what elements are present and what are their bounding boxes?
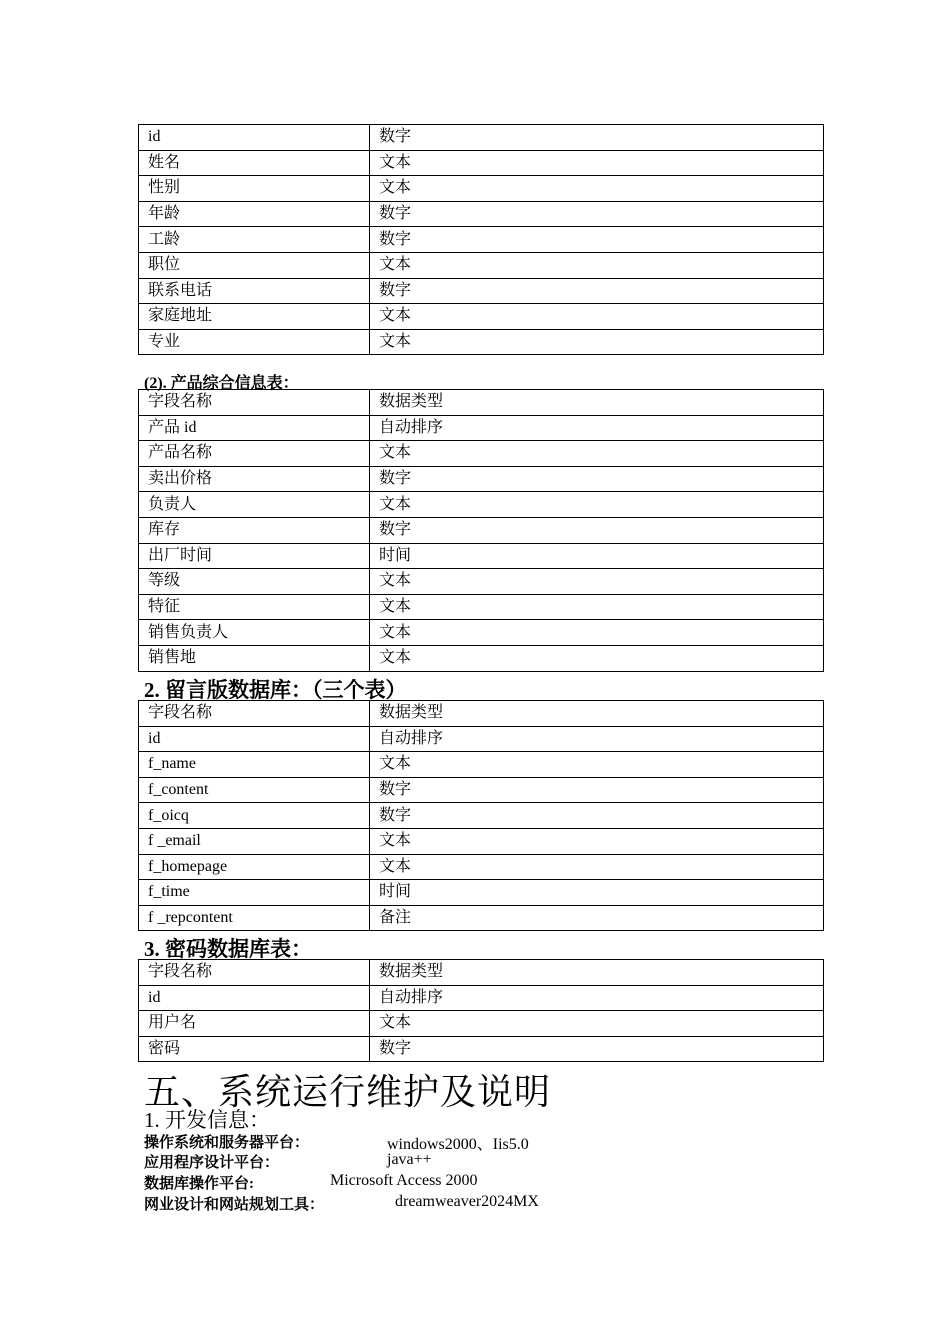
field-name-cell: f _repcontent bbox=[139, 905, 370, 931]
field-name-cell: 职位 bbox=[139, 252, 370, 278]
field-type-cell: 数字 bbox=[370, 466, 824, 492]
field-type-cell: 时间 bbox=[370, 880, 824, 906]
table-row bbox=[139, 905, 824, 931]
field-type-cell: 文本 bbox=[370, 252, 824, 278]
table-row bbox=[139, 854, 824, 880]
table-row bbox=[139, 415, 824, 441]
field-type-cell: 文本 bbox=[370, 441, 824, 467]
table-row bbox=[139, 620, 824, 646]
field-type-cell: 时间 bbox=[370, 543, 824, 569]
field-type-cell: 文本 bbox=[370, 304, 824, 330]
table-row bbox=[139, 278, 824, 304]
table-row bbox=[139, 125, 824, 151]
table-row bbox=[139, 543, 824, 569]
field-name-cell: 负责人 bbox=[139, 492, 370, 518]
table-row bbox=[139, 304, 824, 330]
password-db-heading: 3. 密码数据库表： bbox=[144, 937, 312, 961]
field-name-cell: 姓名 bbox=[139, 150, 370, 176]
table-row bbox=[139, 227, 824, 253]
info-value: java++ bbox=[387, 1151, 432, 1168]
field-type-cell: 文本 bbox=[370, 150, 824, 176]
column-header-field-name: 字段名称 bbox=[139, 960, 370, 986]
field-type-cell: 数字 bbox=[370, 125, 824, 151]
field-type-cell: 数字 bbox=[370, 803, 824, 829]
table-row bbox=[139, 441, 824, 467]
table-row bbox=[139, 466, 824, 492]
staff-info-table bbox=[138, 124, 824, 355]
field-type-cell: 文本 bbox=[370, 620, 824, 646]
table-row bbox=[139, 1011, 824, 1037]
table-row bbox=[139, 176, 824, 202]
table-header-row bbox=[139, 390, 824, 416]
field-type-cell: 自动排序 bbox=[370, 415, 824, 441]
field-name-cell: 密码 bbox=[139, 1036, 370, 1062]
info-value: dreamweaver2024MX bbox=[395, 1193, 539, 1210]
field-name-cell: f_homepage bbox=[139, 854, 370, 880]
info-label: 数据库操作平台: bbox=[144, 1176, 254, 1192]
dev-info-heading: 1. 开发信息： bbox=[144, 1108, 270, 1132]
field-name-cell: 工龄 bbox=[139, 227, 370, 253]
field-type-cell: 数字 bbox=[370, 777, 824, 803]
field-type-cell: 自动排序 bbox=[370, 726, 824, 752]
field-name-cell: 等级 bbox=[139, 569, 370, 595]
info-value: windows2000、Iis5.0 bbox=[387, 1136, 529, 1153]
section-title: 五、系统运行维护及说明 bbox=[144, 1072, 552, 1113]
field-type-cell: 文本 bbox=[370, 828, 824, 854]
column-header-data-type: 数据类型 bbox=[370, 390, 824, 416]
field-name-cell: 年龄 bbox=[139, 201, 370, 227]
table-row bbox=[139, 150, 824, 176]
table-row bbox=[139, 492, 824, 518]
table-row bbox=[139, 1036, 824, 1062]
product-table-heading: (2). 产品综合信息表： bbox=[144, 375, 299, 392]
field-type-cell: 文本 bbox=[370, 752, 824, 778]
field-type-cell: 备注 bbox=[370, 905, 824, 931]
field-name-cell: 联系电话 bbox=[139, 278, 370, 304]
field-name-cell: id bbox=[139, 726, 370, 752]
field-name-cell: 特征 bbox=[139, 594, 370, 620]
table-row bbox=[139, 752, 824, 778]
info-label: 操作系统和服务器平台： bbox=[144, 1135, 310, 1151]
field-name-cell: f_name bbox=[139, 752, 370, 778]
field-type-cell: 文本 bbox=[370, 329, 824, 355]
field-name-cell: f_time bbox=[139, 880, 370, 906]
field-type-cell: 文本 bbox=[370, 492, 824, 518]
info-label: 网业设计和网站规划工具： bbox=[144, 1197, 325, 1213]
table-row bbox=[139, 569, 824, 595]
field-name-cell: 卖出价格 bbox=[139, 466, 370, 492]
table-row bbox=[139, 726, 824, 752]
table-row bbox=[139, 803, 824, 829]
field-type-cell: 文本 bbox=[370, 645, 824, 671]
product-info-table bbox=[138, 389, 824, 672]
guestbook-db-heading: 2. 留言版数据库：（三个表） bbox=[144, 678, 407, 702]
field-name-cell: id bbox=[139, 125, 370, 151]
table-row bbox=[139, 252, 824, 278]
info-label: 应用程序设计平台： bbox=[144, 1155, 280, 1171]
table-row bbox=[139, 828, 824, 854]
field-name-cell: f_content bbox=[139, 777, 370, 803]
field-name-cell: 性别 bbox=[139, 176, 370, 202]
column-header-field-name: 字段名称 bbox=[139, 701, 370, 727]
field-name-cell: f_oicq bbox=[139, 803, 370, 829]
table-header-row bbox=[139, 960, 824, 986]
table-row bbox=[139, 880, 824, 906]
field-type-cell: 文本 bbox=[370, 569, 824, 595]
field-type-cell: 文本 bbox=[370, 176, 824, 202]
field-type-cell: 文本 bbox=[370, 594, 824, 620]
field-type-cell: 文本 bbox=[370, 854, 824, 880]
field-type-cell: 数字 bbox=[370, 278, 824, 304]
password-table bbox=[138, 959, 824, 1062]
field-name-cell: 产品名称 bbox=[139, 441, 370, 467]
field-type-cell: 数字 bbox=[370, 201, 824, 227]
field-name-cell: id bbox=[139, 985, 370, 1011]
guestbook-table bbox=[138, 700, 824, 931]
table-row bbox=[139, 517, 824, 543]
table-row bbox=[139, 201, 824, 227]
field-name-cell: 家庭地址 bbox=[139, 304, 370, 330]
field-name-cell: 销售地 bbox=[139, 645, 370, 671]
column-header-data-type: 数据类型 bbox=[370, 701, 824, 727]
field-name-cell: 产品 id bbox=[139, 415, 370, 441]
table-row bbox=[139, 645, 824, 671]
column-header-data-type: 数据类型 bbox=[370, 960, 824, 986]
field-name-cell: 专业 bbox=[139, 329, 370, 355]
table-header-row bbox=[139, 701, 824, 727]
field-name-cell: 用户名 bbox=[139, 1011, 370, 1037]
table-row bbox=[139, 329, 824, 355]
field-type-cell: 数字 bbox=[370, 517, 824, 543]
field-name-cell: 库存 bbox=[139, 517, 370, 543]
table-row bbox=[139, 777, 824, 803]
table-row bbox=[139, 594, 824, 620]
field-type-cell: 数字 bbox=[370, 1036, 824, 1062]
field-name-cell: 销售负责人 bbox=[139, 620, 370, 646]
field-name-cell: 出厂时间 bbox=[139, 543, 370, 569]
field-name-cell: f _email bbox=[139, 828, 370, 854]
field-type-cell: 数字 bbox=[370, 227, 824, 253]
field-type-cell: 自动排序 bbox=[370, 985, 824, 1011]
table-row bbox=[139, 985, 824, 1011]
field-type-cell: 文本 bbox=[370, 1011, 824, 1037]
column-header-field-name: 字段名称 bbox=[139, 390, 370, 416]
info-value: Microsoft Access 2000 bbox=[330, 1172, 478, 1189]
